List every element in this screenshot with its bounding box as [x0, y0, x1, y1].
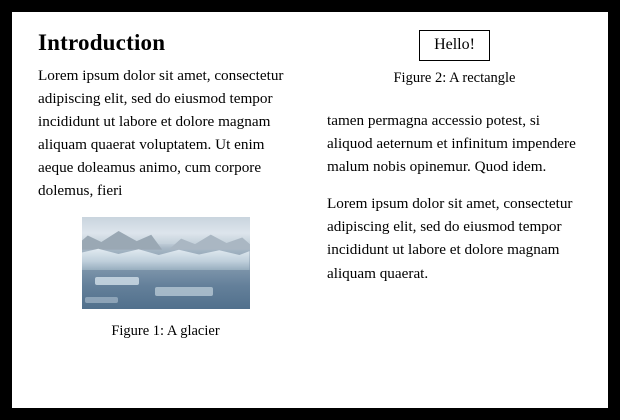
- right-column: [327, 30, 582, 398]
- document-page: [12, 12, 608, 408]
- page-title: Introduction: [38, 30, 166, 55]
- left-body-paragraph: Lorem ipsum dolor sit amet, consectetur adipiscing elit, sed do eiusmod tempor incididunt ut labore et dolore magnam aliquam quaerat voluptatem. Ut enim aeque doleamus animo, cum corpore dolemus, fieri: [38, 67, 284, 200]
- glacier-image: [82, 217, 250, 309]
- two-column-layout: [38, 30, 582, 398]
- right-body-paragraph-2: Lorem ipsum dolor sit amet, consectetur adipiscing elit, sed do eiusmod tempor incididunt ut labore et dolore magnam aliquam quaerat.: [327, 195, 573, 282]
- left-column: [38, 30, 293, 398]
- ice-floe: [95, 277, 139, 284]
- ice-floe: [85, 297, 119, 303]
- hello-rectangle: Hello!: [419, 30, 490, 61]
- ice-field: [82, 248, 250, 272]
- figure-2: [327, 30, 582, 87]
- column-spacer: [327, 87, 582, 109]
- right-body-paragraph-1: tamen permagna accessio potest, si aliquod aeternum et infinitum impendere malum nobis opinemur. Quod idem.: [327, 112, 576, 176]
- figure-2-caption: Figure 2: A rectangle: [393, 70, 516, 86]
- figure-1: [38, 217, 293, 340]
- ice-floe: [155, 287, 212, 295]
- figure-1-caption: Figure 1: A glacier: [111, 322, 220, 339]
